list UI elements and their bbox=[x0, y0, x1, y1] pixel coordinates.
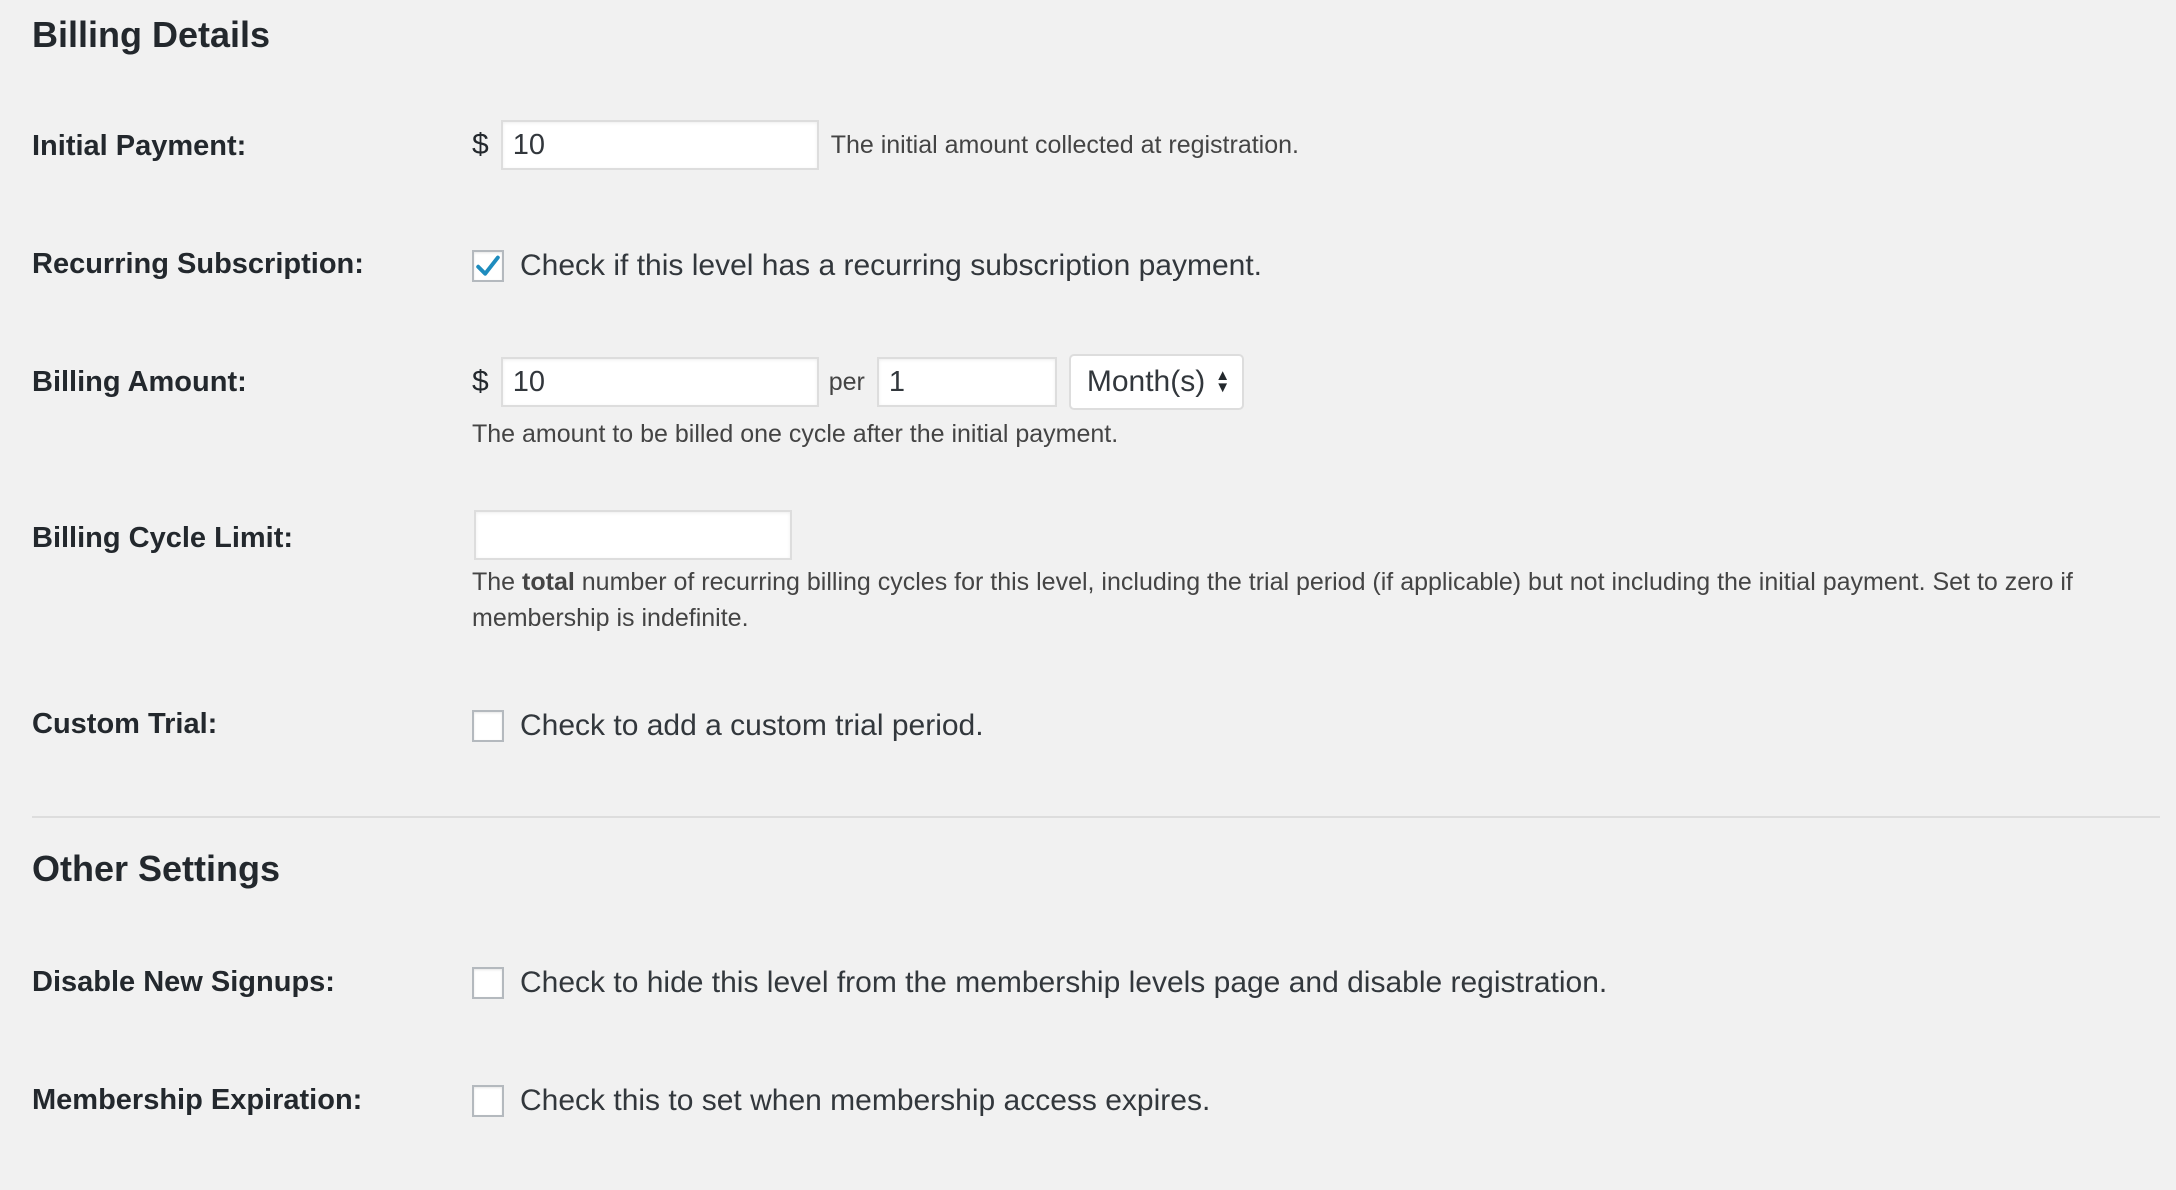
billing-cycle-limit-description bbox=[472, 564, 2152, 636]
section-divider bbox=[32, 816, 2160, 818]
currency-symbol: $ bbox=[472, 128, 489, 161]
recurring-subscription-text: Check if this level has a recurring subscription payment. bbox=[520, 249, 1263, 282]
custom-trial-label: Custom Trial: bbox=[32, 708, 218, 740]
billing-amount-input[interactable] bbox=[501, 357, 819, 407]
cycle-period-value: Month(s) bbox=[1086, 365, 1206, 398]
per-text: per bbox=[828, 367, 865, 396]
other-settings-title: Other Settings bbox=[32, 848, 281, 889]
currency-symbol: $ bbox=[472, 365, 489, 398]
initial-payment-description: The initial amount collected at registration. bbox=[830, 130, 1299, 159]
disable-signups-label: Disable New Signups: bbox=[32, 966, 335, 998]
desc-bold: total bbox=[522, 568, 575, 596]
checkmark-icon bbox=[474, 252, 502, 280]
billing-amount-description: The amount to be billed one cycle after the initial payment. bbox=[472, 420, 1119, 448]
select-arrows-icon: ▲ ▼ bbox=[1215, 367, 1231, 396]
desc-after: number of recurring billing cycles for this level, including the trial period (if applicable) but not including the initial payment. Set to zero if membership is indefinite. bbox=[472, 568, 2073, 632]
billing-cycle-limit-label: Billing Cycle Limit: bbox=[32, 522, 294, 554]
disable-signups-row bbox=[472, 966, 1607, 1000]
initial-payment-label: Initial Payment: bbox=[32, 130, 247, 162]
recurring-subscription-row bbox=[472, 249, 1262, 283]
custom-trial-text: Check to add a custom trial period. bbox=[520, 709, 984, 742]
billing-cycle-limit-row bbox=[474, 510, 792, 560]
membership-expiration-row bbox=[472, 1084, 1210, 1118]
initial-payment-row bbox=[472, 120, 1299, 170]
disable-signups-text: Check to hide this level from the membership levels page and disable registration. bbox=[520, 966, 1608, 999]
membership-expiration-text: Check this to set when membership access expires. bbox=[520, 1084, 1211, 1117]
recurring-subscription-label: Recurring Subscription: bbox=[32, 248, 364, 280]
desc-before: The bbox=[472, 568, 516, 596]
custom-trial-checkbox[interactable] bbox=[472, 710, 504, 742]
cycle-number-input[interactable] bbox=[877, 357, 1057, 407]
billing-amount-row bbox=[472, 354, 1244, 410]
recurring-subscription-checkbox[interactable] bbox=[472, 250, 504, 282]
membership-expiration-checkbox[interactable] bbox=[472, 1085, 504, 1117]
billing-cycle-limit-input[interactable] bbox=[474, 510, 792, 560]
custom-trial-row bbox=[472, 709, 984, 743]
disable-signups-checkbox[interactable] bbox=[472, 967, 504, 999]
cycle-period-select[interactable] bbox=[1069, 354, 1244, 410]
billing-details-title: Billing Details bbox=[32, 14, 271, 55]
billing-amount-label: Billing Amount: bbox=[32, 366, 247, 398]
initial-payment-input[interactable] bbox=[501, 120, 819, 170]
membership-expiration-label: Membership Expiration: bbox=[32, 1084, 363, 1116]
